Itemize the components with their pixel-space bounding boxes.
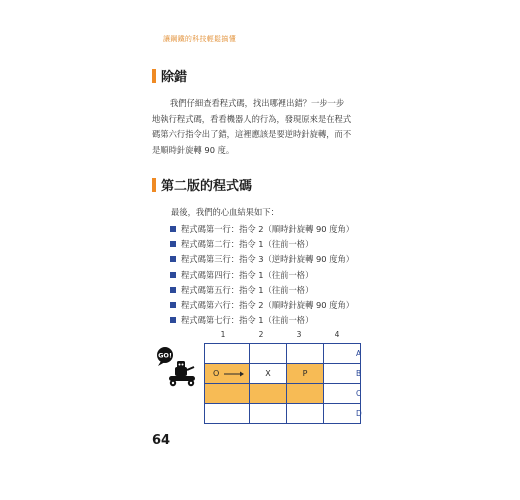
row-label: B — [356, 369, 362, 378]
go-badge-text: GO! — [158, 351, 172, 360]
grid-cell-d1 — [205, 404, 250, 424]
grid-row-b — [205, 364, 361, 384]
code-line-list — [170, 221, 354, 328]
bullet-square-icon — [170, 272, 176, 278]
debug-paragraph: 我們仔細查看程式碼，找出哪裡出錯？一步一步地執行程式碼，看看機器人的行為，發現原來是在程式碼第六行指令出了錯，這裡應該是要逆時針旋轉，而不是順時針旋轉 90 度。 — [152, 98, 352, 155]
section-title-text: 除錯 — [161, 70, 188, 85]
code-line-text: 程式碼第六行：指令 2（順時針旋轉 90 度角） — [181, 300, 355, 311]
grid-row-a — [205, 344, 361, 364]
grid-row-c — [205, 384, 361, 404]
title-accent-bar — [152, 69, 156, 83]
robot-illustration — [155, 345, 199, 389]
grid-cell-b2 — [250, 364, 287, 384]
robot-icon — [169, 361, 195, 386]
section-title-debug — [152, 66, 187, 85]
grid-cell-c2 — [250, 384, 287, 404]
bullet-square-icon — [170, 256, 176, 262]
list-item — [170, 221, 354, 236]
bullet-square-icon — [170, 226, 176, 232]
row-label: C — [356, 389, 362, 398]
running-header: 讓鋼鐵的科技輕鬆搞懂 — [163, 35, 236, 43]
grid-table — [204, 343, 361, 424]
row-label: D — [356, 409, 362, 418]
code-line-text: 程式碼第一行：指令 2（順時針旋轉 90 度角） — [181, 223, 355, 234]
list-item — [170, 236, 354, 251]
grid-cell-b3 — [287, 364, 324, 384]
section-title-second-version — [152, 175, 252, 194]
goal-marker: P — [302, 369, 308, 378]
title-accent-bar — [152, 178, 156, 192]
grid-cell-c4 — [324, 384, 361, 404]
grid-cell-b4 — [324, 364, 361, 384]
column-label: 3 — [296, 330, 302, 339]
grid-cell-a1 — [205, 344, 250, 364]
code-line-text: 程式碼第三行：指令 3（逆時針旋轉 90 度角） — [181, 254, 355, 265]
code-line-text: 程式碼第五行：指令 1（往前一格） — [181, 284, 314, 295]
code-line-text: 程式碼第七行：指令 1（往前一格） — [181, 315, 314, 326]
grid-cell-c1 — [205, 384, 250, 404]
list-item — [170, 282, 354, 297]
code-line-text: 程式碼第二行：指令 1（往前一格） — [181, 238, 314, 249]
column-label: 2 — [258, 330, 264, 339]
list-item — [170, 267, 354, 282]
grid-cell-a4 — [324, 344, 361, 364]
list-item — [170, 252, 354, 267]
go-speech-bubble-icon — [157, 347, 173, 366]
grid-cell-c3 — [287, 384, 324, 404]
obstacle-marker: X — [265, 369, 271, 378]
bullet-square-icon — [170, 302, 176, 308]
arrow-right-icon — [224, 371, 244, 377]
grid-cell-a2 — [250, 344, 287, 364]
list-item — [170, 297, 354, 312]
bullet-square-icon — [170, 241, 176, 247]
page-number: 64 — [152, 433, 171, 448]
grid-cell-d4 — [324, 404, 361, 424]
section-title-text: 第二版的程式碼 — [161, 179, 253, 194]
grid-cell-a3 — [287, 344, 324, 364]
list-item — [170, 313, 354, 328]
grid-cell-d3 — [287, 404, 324, 424]
grid-cell-b1 — [205, 364, 250, 384]
grid-row-d — [205, 404, 361, 424]
column-label: 4 — [334, 330, 340, 339]
movement-grid — [204, 330, 362, 424]
bullet-square-icon — [170, 287, 176, 293]
bullet-square-icon — [170, 317, 176, 323]
column-label: 1 — [220, 330, 226, 339]
row-label: A — [356, 349, 362, 358]
result-intro: 最後，我們的心血結果如下： — [171, 207, 279, 217]
grid-cell-d2 — [250, 404, 287, 424]
start-marker: O — [213, 369, 220, 378]
code-line-text: 程式碼第四行：指令 1（往前一格） — [181, 269, 314, 280]
